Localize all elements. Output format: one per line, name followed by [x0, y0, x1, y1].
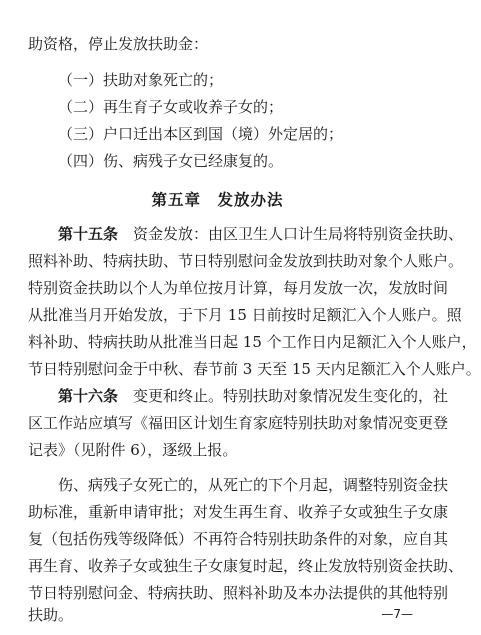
article-15-first-line — [58, 224, 464, 244]
text-line: 复（包括伤残等级降低）不再符合特别扶助条件的对象，应自其 — [28, 530, 449, 548]
article-16-text: 变更和终止。特别扶助对象情况发生变化的，社 — [118, 387, 449, 405]
page-number: —7— — [381, 607, 413, 621]
chapter-heading: 第五章 发放办法 — [151, 190, 284, 209]
text-line: 特别资金扶助以个人为单位按月计算，每月发放一次，发放时间 — [28, 279, 449, 297]
list-item: （一）扶助对象死亡的； — [58, 71, 224, 89]
text-line: 助标准，重新申请审批；对发生再生育、收养子女或独生子女康 — [28, 503, 449, 521]
text-line: 助资格，停止发放扶助金： — [28, 35, 209, 53]
text-line: 料补助、特病扶助从批准当日起 15 个工作日内足额汇入个人账户， — [28, 333, 477, 351]
article-15-label: 第十五条 — [58, 225, 119, 243]
text-line: 扶助。 — [28, 606, 74, 624]
text-line: 区工作站应填写《福田区计划生育家庭特别扶助对象情况变更登 — [28, 414, 449, 432]
list-item: （二）再生育子女或收养子女的； — [58, 98, 284, 116]
text-line: 节日特别慰问金、特病扶助、照料补助及本办法提供的其他特别 — [28, 584, 449, 602]
text-line: 从批准当月开始发放，于下月 15 日前按时足额汇入个人账户。照 — [28, 306, 462, 324]
article-16-label: 第十六条 — [58, 387, 119, 405]
text-line: 记表》（见附件 6），逐级上报。 — [28, 441, 238, 459]
text-line: 再生育、收养子女或独生子女康复时起，终止发放特别资金扶助、 — [28, 557, 464, 575]
article-15-text: 资金发放：由区卫生人口计生局将特别资金扶助、 — [118, 225, 464, 243]
article-16-first-line — [58, 386, 449, 406]
text-line: 节日特别慰问金于中秋、春节前 3 天至 15 天内足额汇入个人账户。 — [28, 360, 481, 378]
list-item: （四）伤、病残子女已经康复的。 — [58, 152, 284, 170]
text-line: 伤、病残子女死亡的，从死亡的下个月起，调整特别资金扶 — [58, 476, 449, 494]
list-item: （三）户口迁出本区到国（境）外定居的； — [58, 125, 344, 143]
text-line: 照料补助、特病扶助、节日特别慰问金发放到扶助对象个人账户。 — [28, 252, 464, 270]
